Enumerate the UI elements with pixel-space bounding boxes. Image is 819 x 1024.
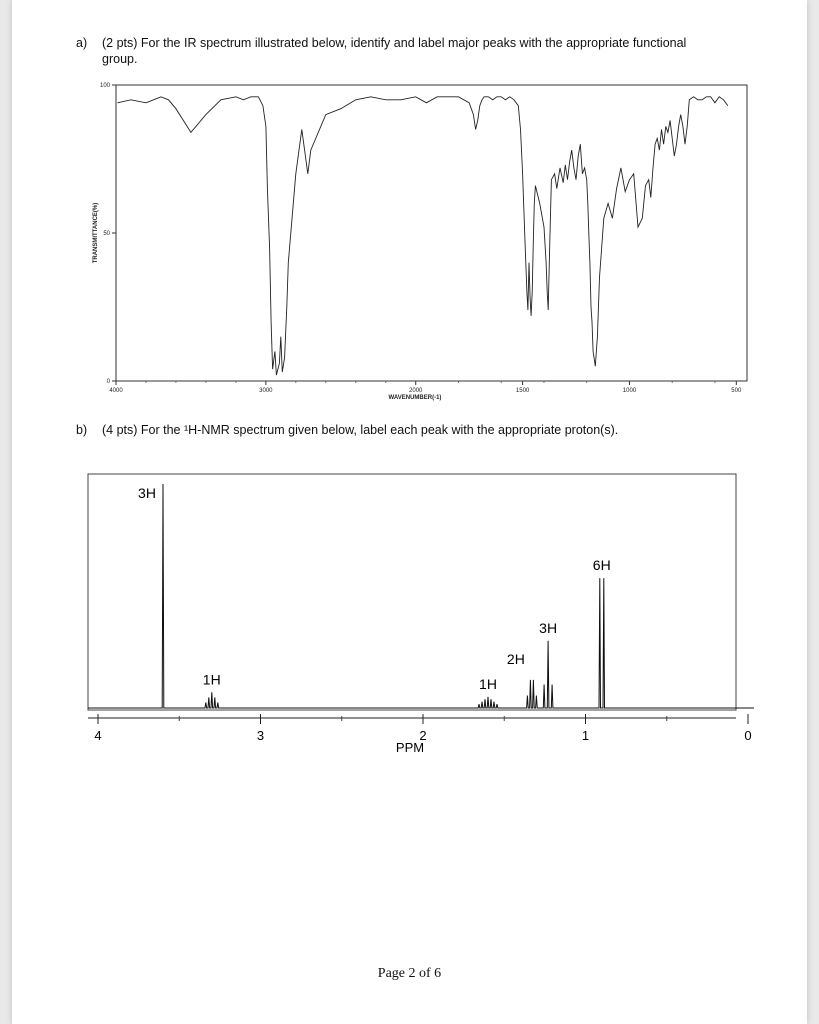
ir-x-tick-label: 500 [731, 388, 742, 394]
nmr-peak-label: 3H [138, 485, 156, 501]
nmr-plot-frame [88, 474, 736, 710]
question-b [76, 422, 776, 438]
question-a-text-line2: group. [102, 52, 138, 66]
nmr-x-tick-label: 3 [256, 728, 265, 743]
question-a-text-line1: (2 pts) For the IR spectrum illustrated below, identify and label major peaks with the appropriate functional [102, 36, 687, 50]
ir-plot-frame [116, 85, 747, 381]
nmr-peak-label: 3H [539, 619, 558, 636]
ir-tick-group [100, 83, 742, 394]
nmr-x-tick-label: 0 [744, 728, 752, 743]
ir-x-axis-label: WAVENUMBER(-1) [388, 395, 442, 401]
ir-spectrum-line [118, 97, 728, 375]
question-b-label: b) [76, 423, 88, 437]
ir-x-tick-label: 4000 [109, 388, 123, 394]
nmr-x-tick-label: 2 [419, 728, 427, 743]
ir-y-tick-label: 100 [99, 83, 110, 89]
ir-spectrum-chart [70, 78, 760, 408]
nmr-peak-label: 6H [592, 557, 611, 574]
ir-y-tick-label: 50 [103, 231, 110, 237]
nmr-spectrum-line [88, 484, 754, 708]
nmr-x-axis-label: PPM [395, 740, 425, 755]
nmr-spectrum-chart [72, 470, 762, 770]
nmr-peak-labels [138, 485, 611, 692]
ir-y-tick-label: 0 [106, 379, 110, 385]
ir-x-tick-label: 1000 [622, 388, 637, 394]
question-b-text: (4 pts) For the ¹H-NMR spectrum given below, label each peak with the appropriate proton(s). [102, 423, 619, 437]
nmr-peak-label: 1H [479, 675, 497, 692]
ir-y-axis-label: TRANSMITTANCE(%) [93, 202, 99, 264]
question-a-label: a) [76, 36, 88, 50]
question-a [76, 35, 756, 67]
ir-x-tick-label: 3000 [259, 388, 273, 394]
nmr-x-tick-label: 1 [581, 728, 590, 743]
nmr-peak-label: 1H [202, 671, 221, 688]
page-footer: Page 2 of 6 [377, 966, 442, 981]
nmr-peak-label: 2H [506, 651, 525, 668]
ir-x-tick-label: 1500 [515, 388, 530, 394]
ir-x-tick-label: 2000 [409, 388, 423, 394]
nmr-x-tick-label: 4 [94, 728, 102, 743]
document-page [12, 0, 807, 1024]
